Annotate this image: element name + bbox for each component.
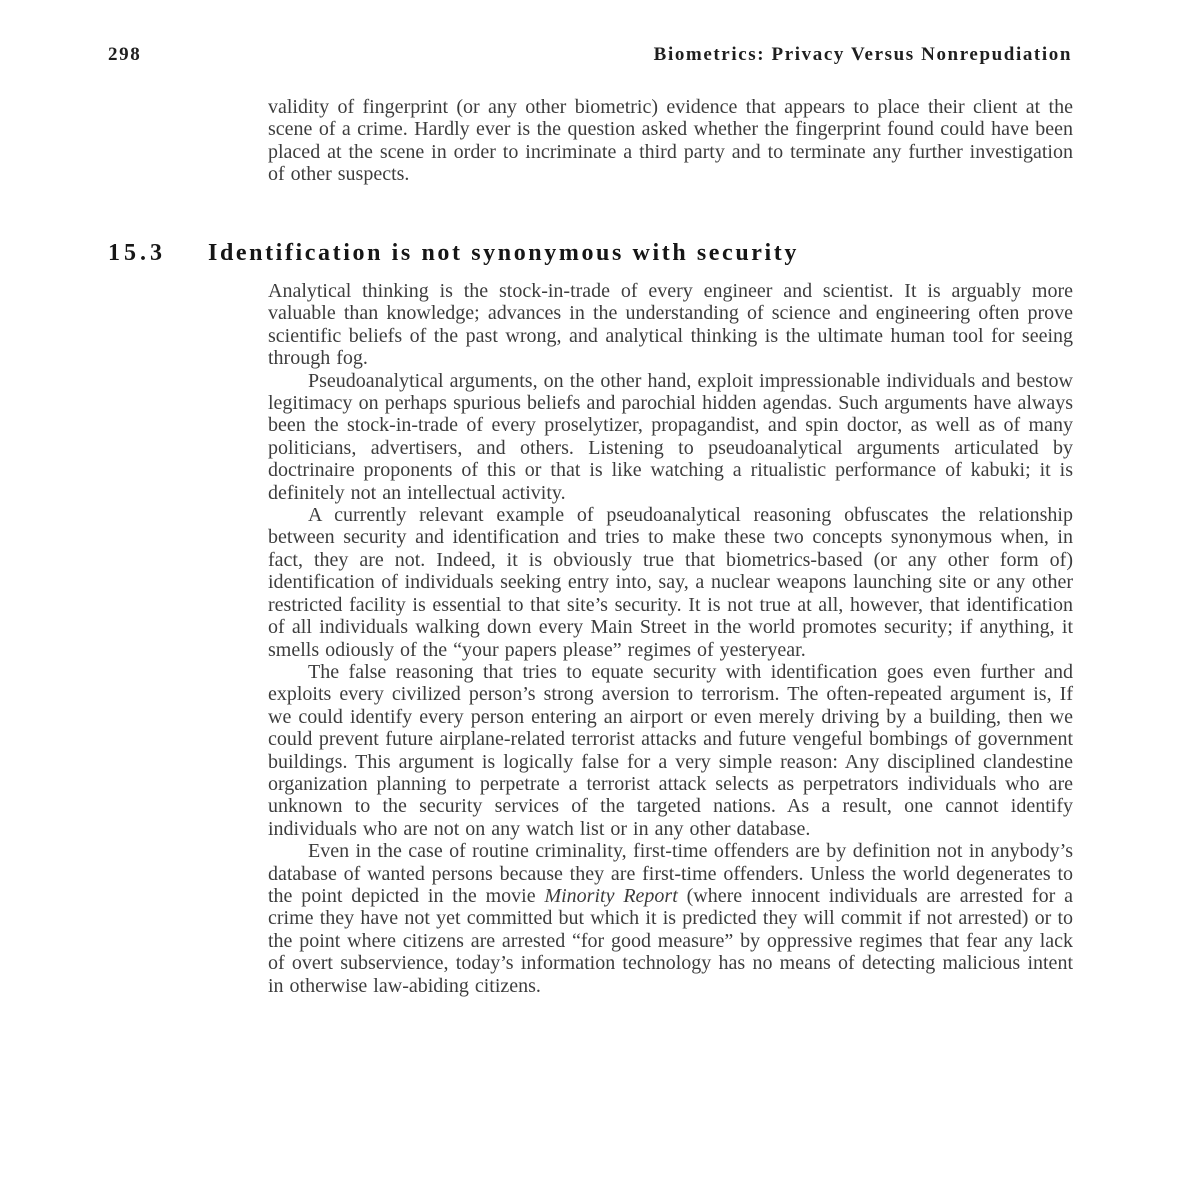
section-heading — [108, 240, 799, 267]
paragraph-text: Even in the case of routine criminality, first-time offenders are by definition not in anybody’s database of wanted persons because they are first-time offenders. Unless the world degenerates to the point depicted in the movie — [268, 840, 1073, 907]
paragraph-routine-criminality — [268, 840, 1073, 997]
paragraph-pseudoanalytical: Pseudoanalytical arguments, on the other hand, exploit impressionable individuals and bestow legitimacy on perhaps spurious beliefs and parochial hidden agendas. Such arguments have always been the stock-in-trade of every proselytizer, propagandist, and spin doctor, as well as of many politicians, advertisers, and others. Listening to pseudoanalytical arguments articulated by doctrinaire proponents of this or that is like watching a ritualistic performance of kabuki; it is definitely not an intellectual activity. — [268, 369, 1073, 504]
paragraph-analytical-thinking: Analytical thinking is the stock-in-trade of every engineer and scientist. It is arguably more valuable than knowledge; advances in the understanding of science and engineering often prove scientific beliefs of the past wrong, and analytical thinking is the ultimate human tool for seeing through fog. — [268, 280, 1073, 370]
running-title: Biometrics: Privacy Versus Nonrepudiation — [653, 44, 1072, 65]
paragraph-currently-relevant: A currently relevant example of pseudoanalytical reasoning obfuscates the relationship between security and identification and tries to make these two concepts synonymous when, in fact, they are not. Indeed, it is obviously true that biometrics-based (or any other form of) identification of individuals seeking entry into, say, a nuclear weapons launching site or any other restricted facility is essential to that site’s security. It is not true at all, however, that identification of all individuals walking down every Main Street in the world promotes security; if anything, it smells odiously of the “your papers please” regimes of yesteryear. — [268, 504, 1073, 661]
section-title: Identification is not synonymous with security — [208, 240, 799, 266]
paragraph-text: (where innocent individuals are arrested for a crime they have not yet committed but which it is predicted they will commit if not arrested) or to the point where citizens are arrested “for good measure” by oppressive regimes that fear any lack of overt subservience, today’s information technology has no means of detecting malicious intent in otherwise law-abiding citizens. — [268, 884, 1073, 997]
section-number: 15.3 — [108, 240, 166, 266]
paragraph-false-reasoning: The false reasoning that tries to equate security with identification goes even further and exploits every civilized person’s strong aversion to terrorism. The often-repeated argument is, If we could identify every person entering an airport or even merely driving by a building, then we could prevent future airplane-related terrorist attacks and future vengeful bombings of government buildings. This argument is logically false for a very simple reason: Any disciplined clandestine organization planning to perpetrate a terrorist attack selects as perpetrators individuals who are unknown to the security services of the targeted nations. As a result, one cannot identify individuals who are not on any watch list or in any other database. — [268, 660, 1073, 840]
movie-title-italic: Minority Report — [544, 884, 678, 907]
section-body — [268, 280, 1073, 997]
page-number: 298 — [108, 44, 142, 65]
page-header — [108, 44, 1072, 66]
paragraph-continuation: validity of fingerprint (or any other biometric) evidence that appears to place their client at the scene of a crime. Hardly ever is the question asked whether the fingerprint found could have been placed at the scene in order to incriminate a third party and to terminate any further investigation of other suspects. — [268, 96, 1073, 186]
